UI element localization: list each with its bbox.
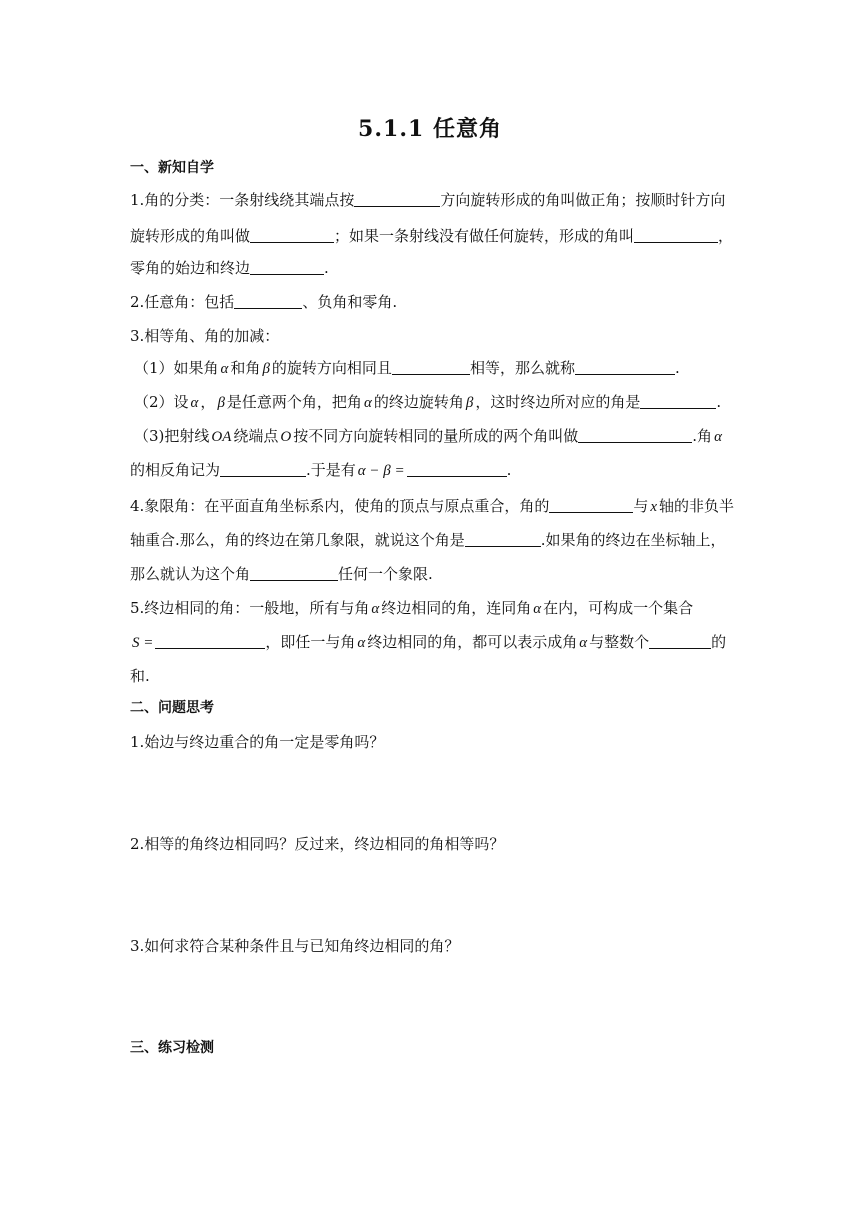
alpha-symbol: α [371,601,380,617]
alpha-minus-beta-expr: α − β = [357,463,405,479]
item-4-line-3: 那么就认为这个角 任何一个象限. [130,565,433,583]
beta-symbol: β [217,395,225,411]
alpha-symbol: α [357,635,366,651]
item-3-1-line: （1）如果角 α 和角 β 的旋转方向相同且 相等，那么就称 . [134,359,680,377]
fill-blank[interactable] [155,633,265,649]
item-1-line-3: 零角的始边和终边 . [130,259,329,277]
alpha-symbol: α [190,395,199,411]
item-3-3-line-2: 的相反角记为 .于是有 α − β = . [130,461,512,479]
item-3-heading: 3.相等角、角的加减： [130,327,280,345]
item-1-line-1: 1.角的分类：一条射线绕其端点按 方向旋转形成的角叫做正角；按顺时针方向 [130,191,726,209]
item-5-line-1: 5.终边相同的角：一般地，所有与角 α 终边相同的角，连同角 α 在内，可构成一个集合 [130,599,694,617]
item-5-line-2: S = ，即任一与角 α 终边相同的角，都可以表示成角 α 与整数个 的 [132,633,727,651]
question-2: 2.相等的角终边相同吗？反过来，终边相同的角相等吗？ [130,835,505,853]
fill-blank[interactable] [407,461,507,477]
fill-blank[interactable] [354,191,440,207]
section-heading-questions: 二、问题思考 [130,700,214,716]
ray-oa-symbol: OA [211,429,232,445]
section-heading-practice: 三、练习检测 [130,1040,214,1056]
question-3: 3.如何求符合某种条件且与已知角终边相同的角？ [130,937,460,955]
fill-blank[interactable] [465,531,541,547]
fill-blank[interactable] [392,359,470,375]
fill-blank[interactable] [634,227,718,243]
beta-symbol: β [465,395,474,411]
fill-blank[interactable] [549,497,633,513]
item-3-2-line: （2）设 α ， β 是任意两个角，把角 α 的终边旋转角 β ，这时终边所对应的角是 . [134,393,722,411]
item-1-line-2: 旋转形成的角叫做 ；如果一条射线没有做任何旋转，形成的角叫 ， [130,227,734,245]
page-title: 5.1.1 任意角 [358,116,502,142]
fill-blank[interactable] [250,259,324,275]
section-heading-self-study: 一、新知自学 [130,160,214,176]
set-s-expr: S = [132,635,154,651]
fill-blank[interactable] [649,633,711,649]
point-o-symbol: O [280,429,292,445]
fill-blank[interactable] [250,227,334,243]
fill-blank[interactable] [250,565,338,581]
beta-symbol: β [262,361,270,377]
alpha-symbol: α [579,635,588,651]
x-axis-symbol: x [650,499,658,515]
item-4-line-2: 轴重合.那么，角的终边在第几象限，就说这个角是 .如果角的终边在坐标轴上， [130,531,726,549]
fill-blank[interactable] [578,427,692,443]
alpha-symbol: α [363,395,372,411]
fill-blank[interactable] [575,359,675,375]
item-4-line-1: 4.象限角：在平面直角坐标系内，使角的顶点与原点重合，角的 与 x 轴的非负半 [130,497,735,515]
fill-blank[interactable] [234,293,302,309]
alpha-symbol: α [714,429,722,445]
question-1: 1.始边与终边重合的角一定是零角吗？ [130,733,385,751]
alpha-symbol: α [220,361,229,377]
fill-blank[interactable] [220,461,306,477]
item-2-line: 2.任意角：包括 、负角和零角. [130,293,398,311]
item-5-line-3: 和. [130,667,150,685]
alpha-symbol: α [533,601,542,617]
item-3-3-line-1: （3)把射线 OA 绕端点 O 按不同方向旋转相同的量所成的两个角叫做 .角 α [134,427,722,445]
fill-blank[interactable] [640,393,716,409]
